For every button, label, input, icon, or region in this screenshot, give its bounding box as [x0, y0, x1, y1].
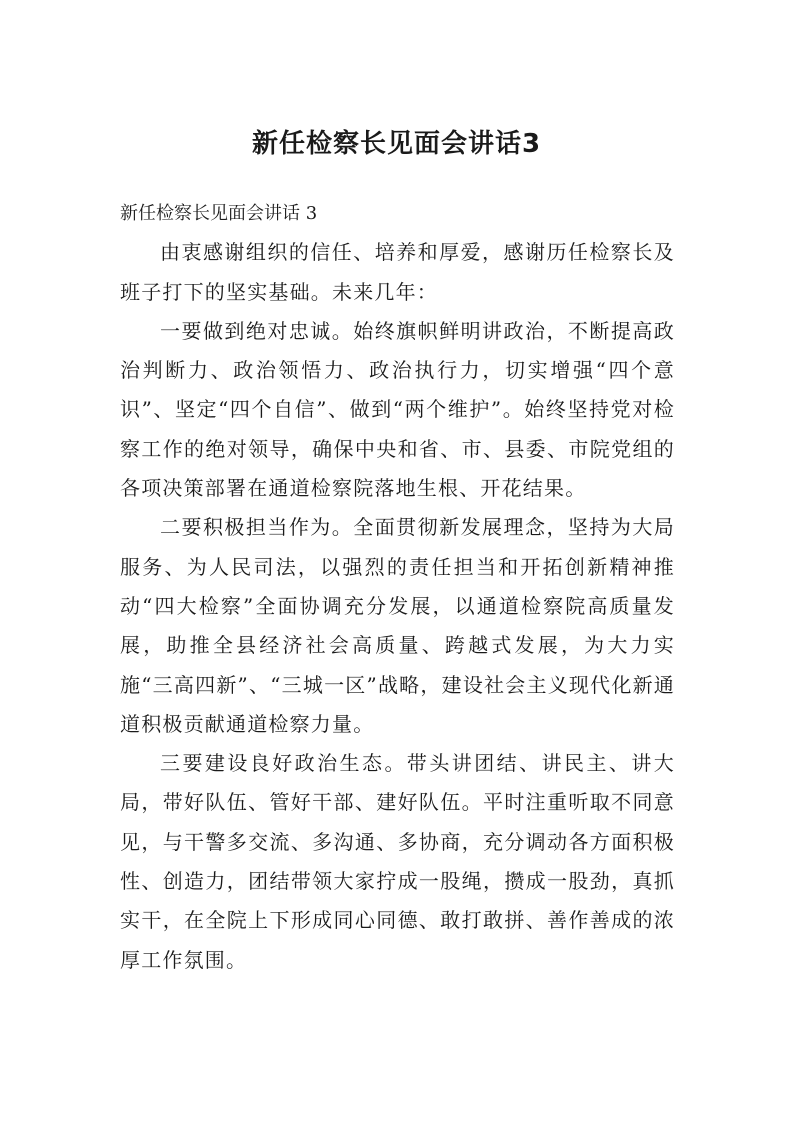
paragraph-responsibility: 二要积极担当作为。全面贯彻新发展理念，坚持为大局服务、为人民司法，以强烈的责任担当和开拓创新精神推动“四大检察”全面协调充分发展，以通道检察院高质量发展，助推全县经济社会高质量、跨越式发展，为大力实施“三高四新”、“三城一区”战略，建设社会主义现代化新通道积极贡献通道检察力量。: [120, 515, 675, 736]
paragraph-political-ecology: 三要建设良好政治生态。带头讲团结、讲民主、讲大局，带好队伍、管好干部、建好队伍。平时注重听取不同意见，与干警多交流、多沟通、多协商，充分调动各方面积极性、创造力，团结带领大家拧成一股绳，攒成一股劲，真抓实干，在全院上下形成同心同德、敢打敢拼、善作善成的浓厚工作氛围。: [120, 751, 675, 972]
document-body: [120, 194, 675, 980]
page-title: 新任检察长见面会讲话3: [251, 129, 542, 159]
paragraph-intro: 由衷感谢组织的信任、培养和厚爱，感谢历任检察长及班子打下的坚实基础。未来几年：: [120, 240, 675, 304]
paragraph-loyalty: 一要做到绝对忠诚。始终旗帜鲜明讲政治，不断提高政治判断力、政治领悟力、政治执行力，切实增强“四个意识”、坚定“四个自信”、做到“两个维护”。始终坚持党对检察工作的绝对领导，确保中央和省、市、县委、市院党组的各项决策部署在通道检察院落地生根、开花结果。: [120, 318, 675, 501]
document-subtitle: 新任检察长见面会讲话 3: [120, 203, 318, 224]
